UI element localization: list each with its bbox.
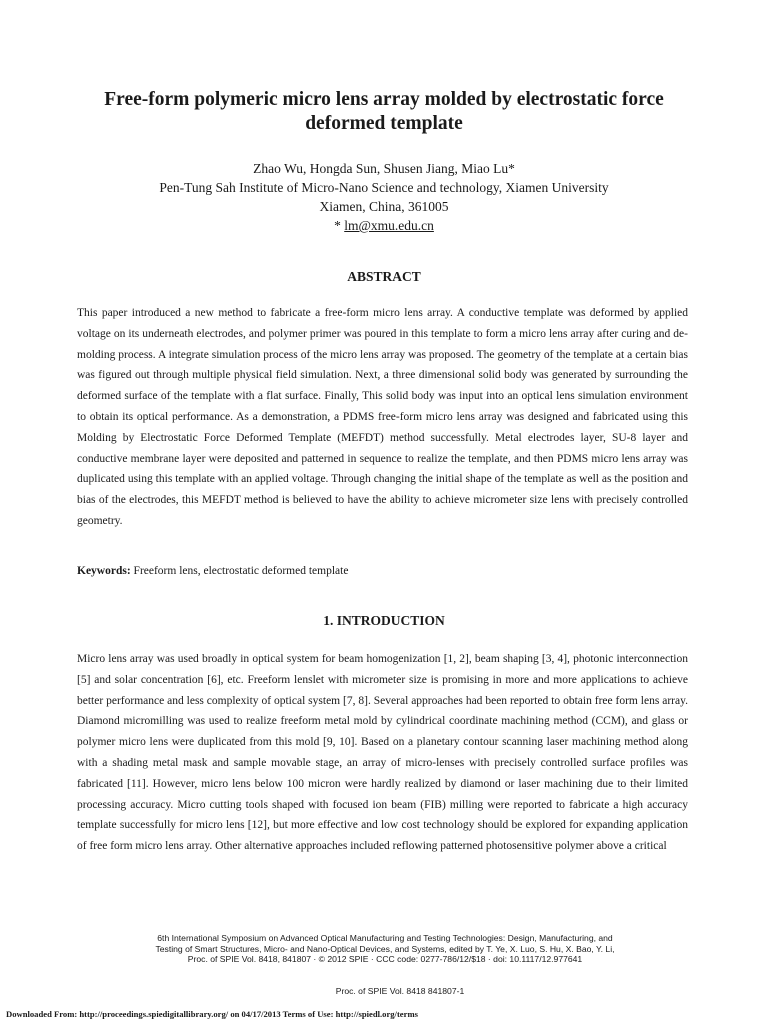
- email-prefix: *: [334, 218, 345, 233]
- abstract-heading: ABSTRACT: [347, 269, 421, 284]
- author-list: Zhao Wu, Hongda Sun, Shusen Jiang, Miao Lu*: [253, 161, 515, 176]
- author-block: [70, 159, 698, 235]
- footnote-line-3: Proc. of SPIE Vol. 8418, 841807 · © 2012 SPIE · CCC code: 0277-786/12/$18 · doi: 10.1117/12.977641: [187, 954, 583, 964]
- abstract-text: This paper introduced a new method to fabricate a free-form micro lens array. A conductive template was deformed by applied voltage on its underneath electrodes, and polymer primer was poured in this template to form a micro lens array after curing and de-molding process. A integrate simulation process of the micro lens array was proposed. The geometry of the template at a certain bias was figured out through multiple physical field simulation. Next, a three dimensional solid body was generated by surrounding the deformed surface of the template with a flat surface. Finally, This solid body was input into an optical lens simulation environment to obtain its optical performance. As a demonstration, a PDMS free-form micro lens array was designed and fabricated using this Molding by Electrostatic Force Deformed Template (MEFDT) method successfully. Metal electrodes layer, SU-8 layer and conductive membrane layer were deposited and patterned in sequence to realize the template, and then PDMS micro lens array was duplicated using this template with an applied voltage. Through changing the initial shape of the template as well as the position and bias of the electrodes, this MEFDT method is believed to have the ability to achieve micrometer size lens with precisely controlled geometry.: [77, 307, 688, 527]
- paper-title: Free-form polymeric micro lens array molded by electrostatic force deformed template: [104, 89, 664, 134]
- keywords: [77, 561, 688, 581]
- address: Xiamen, China, 361005: [319, 199, 449, 214]
- page-number: Proc. of SPIE Vol. 8418 841807-1: [335, 986, 465, 996]
- email-link[interactable]: lm@xmu.edu.cn: [344, 218, 434, 233]
- footnote-line-1: 6th International Symposium on Advanced Optical Manufacturing and Testing Technologies: Design, Manufacturing, and: [157, 933, 613, 943]
- affiliation: Pen-Tung Sah Institute of Micro-Nano Science and technology, Xiamen University: [159, 180, 609, 195]
- email-line: [70, 216, 698, 235]
- introduction-heading: 1. INTRODUCTION: [323, 613, 445, 628]
- introduction-text: Micro lens array was used broadly in optical system for beam homogenization [1, 2], beam shaping [3, 4], photonic interconnection [5] and solar concentration [6], etc. Freeform lenslet with micrometer size is promising in more and more applications to achieve better performance and less complexity of optical system [7, 8]. Several approaches had been reported to obtain free form lens array. Diamond micromilling was used to realize freeform metal mold by cylindrical coordinate machining method (CCM), and glass or polymer micro lens were duplicated from this mold [9, 10]. Based on a planetary contour scanning laser machining method along with a shading metal mask and sample movable stage, an array of micro-lenses with precisely controlled surface profiles was fabricated [11]. However, micro lens below 100 micron were hardly realized by diamond or laser machining due to their limited processing accuracy. Micro cutting tools shaped with focused ion beam (FIB) milling were reported to fabricate a high accuracy template successfully for micro lens [12], but more effective and low cost technology should be explored for expanding application of free form micro lens array. Other alternative approaches included reflowing patterned photosensitive polymer above a critical: [77, 653, 688, 853]
- conference-footnote: [90, 933, 680, 965]
- keywords-label: Keywords:: [77, 565, 131, 577]
- footnote-line-2: Testing of Smart Structures, Micro- and Nano-Optical Devices, and Systems, edited by T. Ye, X. Luo, S. Hu, X. Bao, Y. Li,: [155, 943, 615, 954]
- keywords-text: Freeform lens, electrostatic deformed template: [130, 565, 349, 577]
- download-notice: Downloaded From: http://proceedings.spiedigitallibrary.org/ on 04/17/2013 Terms of Use: http://spiedl.org/terms: [6, 1009, 418, 1019]
